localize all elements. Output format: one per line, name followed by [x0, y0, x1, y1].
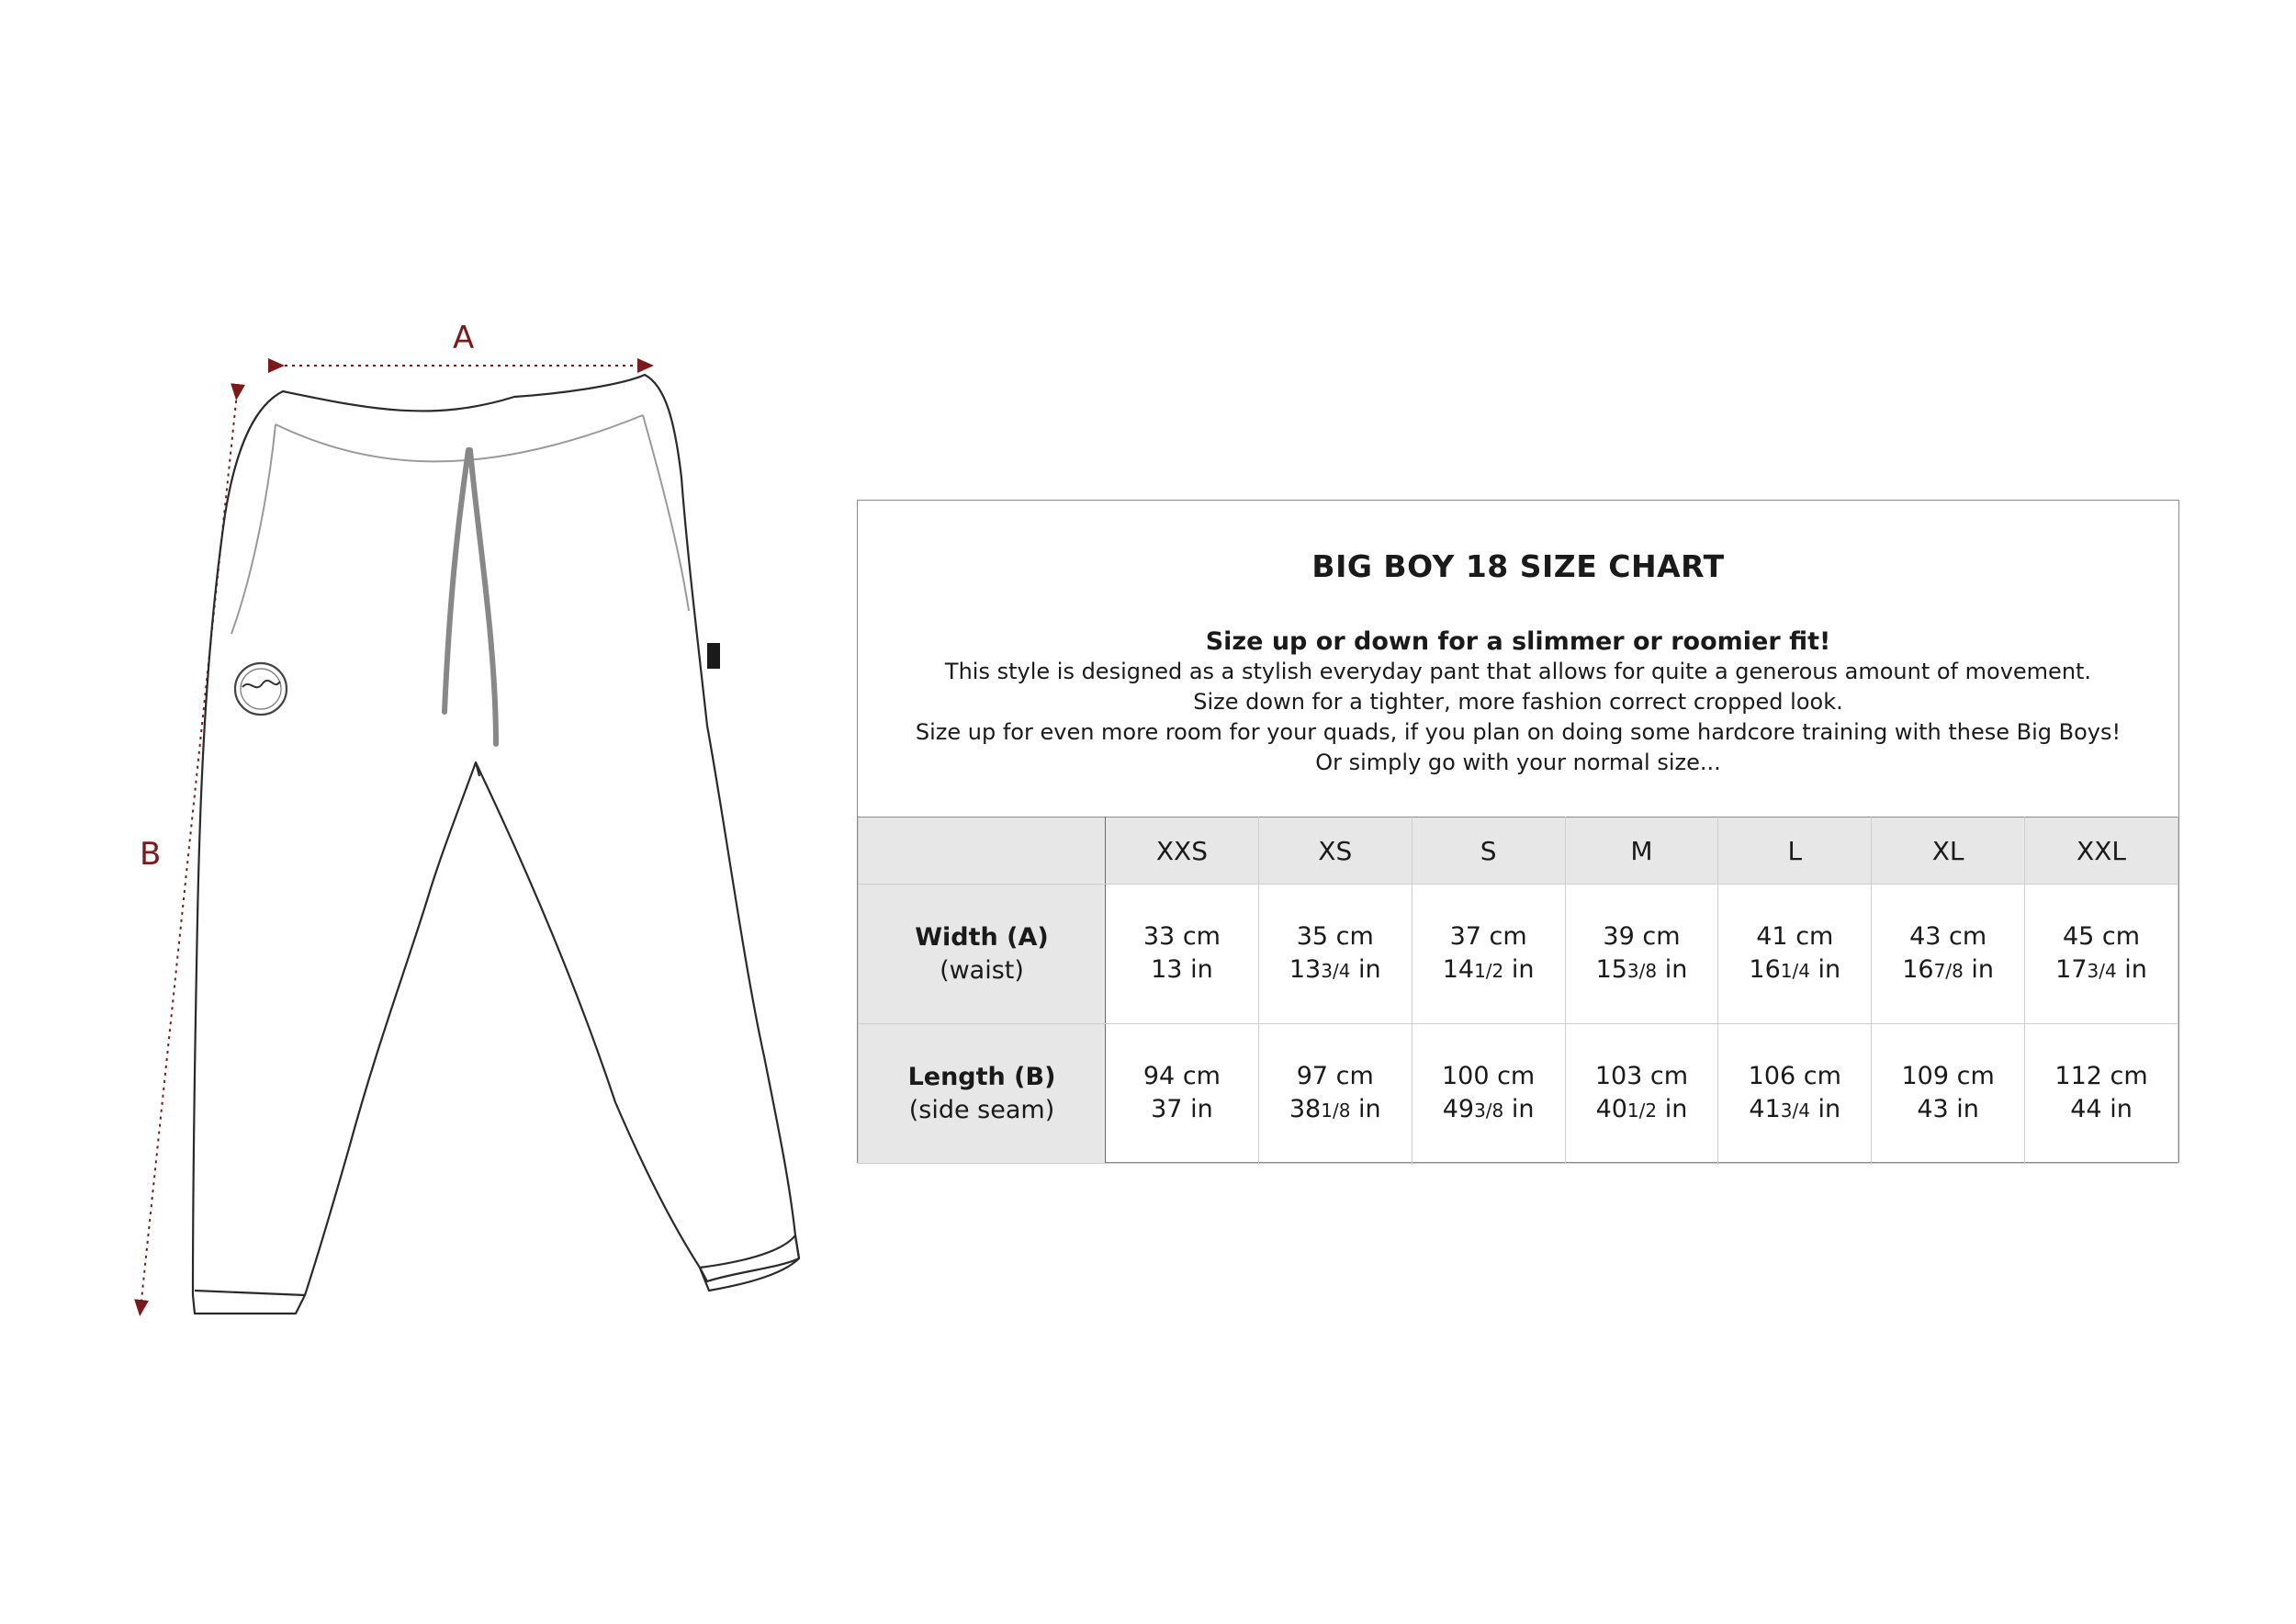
measurement-row	[859, 1024, 2178, 1164]
in-whole: 14	[1442, 955, 1475, 984]
in-fraction: 3/4	[2087, 960, 2117, 982]
measurement-cell	[1258, 1024, 1412, 1164]
in-whole: 16	[1749, 955, 1781, 984]
measurement-cell	[1718, 1024, 1872, 1164]
size-header: XS	[1258, 818, 1412, 885]
logo-badge-icon	[235, 663, 287, 715]
size-header: XL	[1872, 818, 2025, 885]
size-header: XXL	[2025, 818, 2178, 885]
in-unit: in	[1664, 955, 1688, 984]
cm-value: 39 cm	[1603, 922, 1681, 951]
in-fraction: 3/8	[1474, 1100, 1504, 1122]
in-unit: in	[1664, 1095, 1688, 1123]
in-whole: 49	[1442, 1095, 1475, 1123]
cuff-left	[195, 1291, 305, 1295]
measurement-cell	[1565, 885, 1718, 1024]
in-unit: in	[1358, 1095, 1381, 1123]
in-value	[1718, 953, 1871, 987]
cm-value: 100 cm	[1441, 1062, 1536, 1090]
in-unit: in	[1511, 955, 1535, 984]
in-value	[1412, 953, 1565, 987]
in-unit: in	[1358, 955, 1381, 984]
in-whole: 15	[1595, 955, 1627, 984]
cm-value: 35 cm	[1296, 922, 1374, 951]
in-fraction: 3/4	[1321, 960, 1351, 982]
waistband	[276, 415, 643, 461]
cm-value: 103 cm	[1594, 1062, 1689, 1090]
side-tag	[707, 643, 720, 669]
size-table	[858, 817, 2178, 1164]
in-unit: in	[1956, 1095, 1979, 1123]
measurement-cell	[1412, 1024, 1565, 1164]
measurement-cell	[1718, 885, 1872, 1024]
row-name: Width (A)	[915, 922, 1049, 952]
size-header: XXS	[1106, 818, 1259, 885]
pocket-right	[643, 415, 689, 611]
cm-value: 94 cm	[1142, 1062, 1221, 1090]
row-header	[859, 885, 1106, 1024]
cm-value: 43 cm	[1909, 922, 1987, 951]
size-header: L	[1718, 818, 1872, 885]
in-value	[1566, 953, 1718, 987]
in-whole: 13	[1151, 955, 1183, 984]
drawstring-left	[445, 450, 468, 712]
measurement-cell	[1106, 885, 1259, 1024]
size-header: M	[1565, 818, 1718, 885]
in-whole: 41	[1749, 1095, 1781, 1123]
cm-value: 109 cm	[1901, 1062, 1995, 1090]
cm-value: 45 cm	[2062, 922, 2141, 951]
in-whole: 37	[1151, 1095, 1183, 1123]
in-value	[1106, 1093, 1258, 1127]
in-value	[1718, 1093, 1871, 1127]
in-value	[2025, 1093, 2178, 1127]
in-value	[1872, 1093, 2024, 1127]
cm-value: 33 cm	[1142, 922, 1221, 951]
chart-header	[858, 501, 2178, 817]
cm-value: 106 cm	[1748, 1062, 1841, 1090]
label-a: A	[453, 320, 475, 356]
cm-value: 97 cm	[1296, 1062, 1374, 1090]
measurement-cell	[1565, 1024, 1718, 1164]
measurement-cell	[1872, 885, 2025, 1024]
in-unit: in	[1818, 1095, 1841, 1123]
in-whole: 44	[2070, 1095, 2102, 1123]
in-value	[1872, 953, 2024, 987]
measurement-cell	[2025, 1024, 2178, 1164]
in-fraction: 7/8	[1933, 960, 1964, 982]
in-unit: in	[1190, 955, 1213, 984]
size-header-row	[859, 818, 2178, 885]
measurement-row	[859, 885, 2178, 1024]
in-fraction: 3/8	[1626, 960, 1658, 982]
in-value	[2025, 953, 2178, 987]
in-fraction: 3/4	[1780, 1100, 1810, 1122]
in-whole: 16	[1902, 955, 1934, 984]
in-value	[1259, 1093, 1412, 1127]
in-unit: in	[1971, 955, 1995, 984]
measurement-cell	[2025, 885, 2178, 1024]
pants-diagram	[0, 0, 918, 1624]
description-line: Or simply go with your normal size...	[1315, 750, 1721, 775]
cm-value: 37 cm	[1449, 922, 1527, 951]
in-whole: 17	[2055, 955, 2088, 984]
in-whole: 38	[1289, 1095, 1322, 1123]
row-sub: (waist)	[940, 955, 1024, 985]
in-fraction: 1/8	[1321, 1100, 1351, 1122]
chart-subtitle: Size up or down for a slimmer or roomier fit!	[1205, 627, 1831, 656]
chart-title: BIG BOY 18 SIZE CHART	[1311, 548, 1725, 584]
row-name: Length (B)	[907, 1062, 1056, 1091]
measurement-cell	[1872, 1024, 2025, 1164]
in-value	[1259, 953, 1412, 987]
measurement-cell	[1258, 885, 1412, 1024]
in-unit: in	[2110, 1095, 2133, 1123]
in-value	[1566, 1093, 1718, 1127]
label-b: B	[140, 836, 162, 873]
in-fraction: 1/4	[1780, 960, 1810, 982]
description-line: Size up for even more room for your quads, if you plan on doing some hardcore training with these Big Boys!	[915, 719, 2122, 745]
in-unit: in	[1818, 955, 1841, 984]
in-whole: 43	[1917, 1095, 1949, 1123]
size-header: S	[1412, 818, 1565, 885]
in-fraction: 1/2	[1626, 1100, 1658, 1122]
cm-value: 41 cm	[1756, 922, 1834, 951]
corner-cell	[859, 818, 1106, 885]
measurement-cell	[1412, 885, 1565, 1024]
in-whole: 40	[1595, 1095, 1627, 1123]
in-unit: in	[1190, 1095, 1213, 1123]
in-whole: 13	[1289, 955, 1322, 984]
size-chart	[857, 500, 2179, 1163]
in-unit: in	[1511, 1095, 1535, 1123]
row-sub: (side seam)	[908, 1095, 1055, 1124]
measurement-cell	[1106, 1024, 1259, 1164]
in-unit: in	[2124, 955, 2147, 984]
in-value	[1106, 953, 1258, 987]
in-fraction: 1/2	[1474, 960, 1504, 982]
description-line: Size down for a tighter, more fashion correct cropped look.	[1193, 689, 1843, 715]
cm-value: 112 cm	[2054, 1062, 2148, 1090]
description-line: This style is designed as a stylish everyday pant that allows for quite a generous amount of movement.	[944, 659, 2092, 684]
row-header	[859, 1024, 1106, 1164]
drawstring-right	[470, 450, 496, 744]
in-value	[1412, 1093, 1565, 1127]
pants-outline	[193, 375, 799, 1314]
